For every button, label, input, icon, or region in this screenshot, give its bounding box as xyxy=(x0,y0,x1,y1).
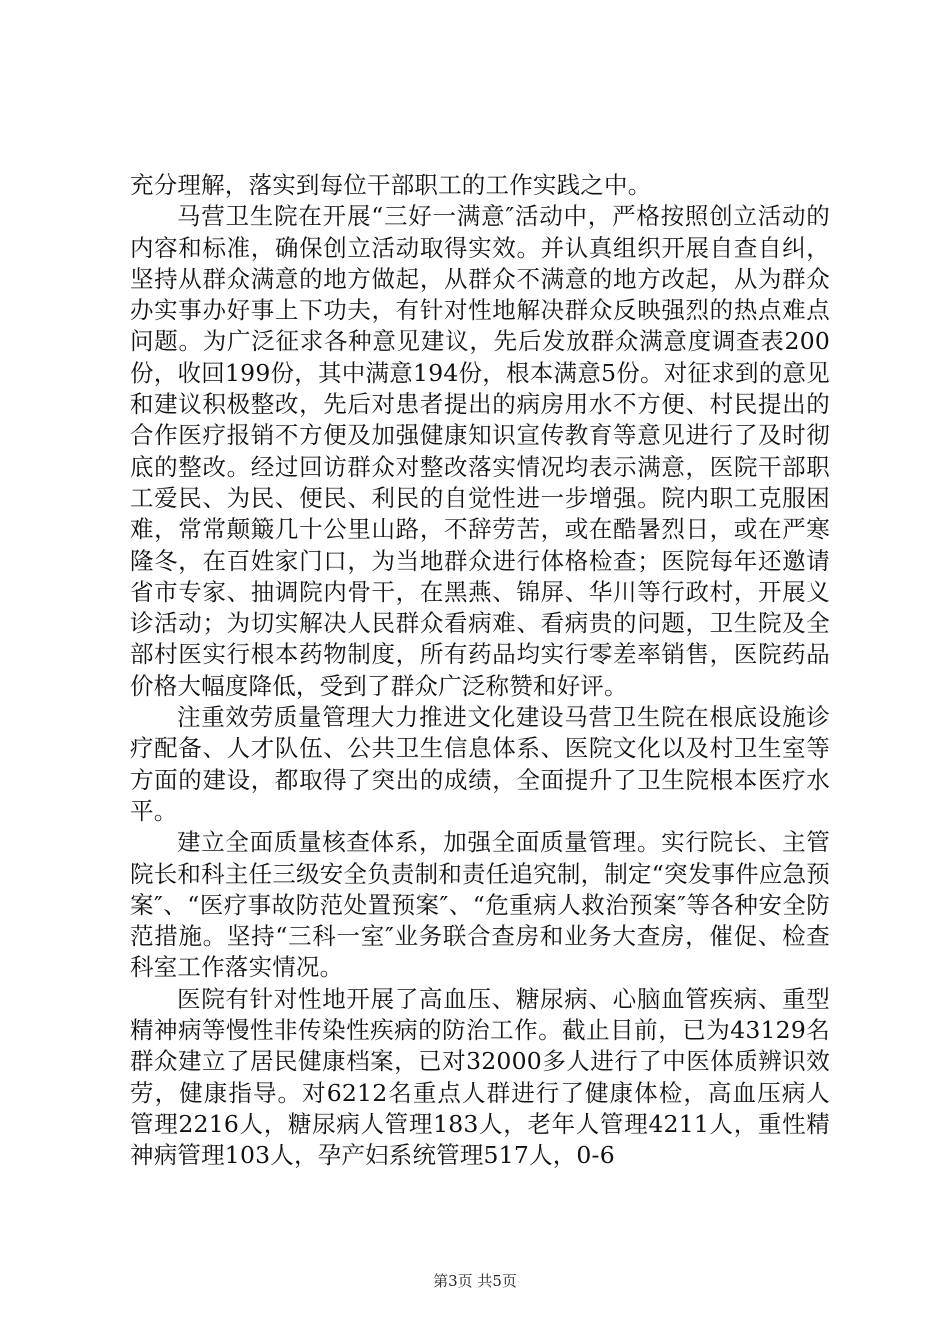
paragraph-3: 注重效劳质量管理大力推进文化建设马营卫生院在根底设施诊疗配备、人才队伍、公共卫生信息体系、医院文化以及村卫生室等方面的建设，都取得了突出的成绩，全面提升了卫生院根本医疗水平。 xyxy=(130,703,830,825)
document-body xyxy=(130,170,830,1172)
page-number-footer: 第3页 共5页 xyxy=(433,1272,517,1290)
paragraph-5: 医院有针对性地开展了高血压、糖尿病、心脑血管疾病、重型精神病等慢性非传染性疾病的防治工作。截止目前，已为43129名群众建立了居民健康档案，已对32000多人进行了中医体质辨识效劳，健康指导。对6212名重点人群进行了健康体检，高血压病人管理2216人，糖尿病人管理183人，老年人管理4211人，重性精神病管理103人，孕产妇系统管理517人，0-6 xyxy=(130,984,830,1170)
paragraph-2: 马营卫生院在开展“三好一满意″活动中，严格按照创立活动的内容和标准，确保创立活动取得实效。并认真组织开展自查自纠，坚持从群众满意的地方做起，从群众不满意的地方改起，从为群众办实事办好事上下功夫，有针对性地解决群众反映强烈的热点难点问题。为广泛征求各种意见建议，先后发放群众满意度调查表200份，收回199份，其中满意194份，根本满意5份。对征求到的意见和建议积极整改，先后对患者提出的病房用水不方便、村民提出的合作医疗报销不方便及加强健康知识宣传教育等意见进行了及时彻底的整改。经过回访群众对整改落实情况均表示满意，医院干部职工爱民、为民、便民、利民的自觉性进一步增强。院内职工克服困难，常常颠簸几十公里山路，不辞劳苦，或在酷暑烈日，或在严寒隆冬，在百姓家门口，为当地群众进行体格检查；医院每年还邀请省市专家、抽调院内骨干，在黑燕、锦屏、华川等行政村，开展义诊活动；为切实解决人民群众看病难、看病贵的问题，卫生院及全部村医实行根本药物制度，所有药品均实行零差率销售，医院药品价格大幅度降低，受到了群众广泛称赞和好评。 xyxy=(130,202,830,700)
paragraph-4: 建立全面质量核查体系，加强全面质量管理。实行院长、主管院长和科主任三级安全负责制和责任追究制，制定“突发事件应急预案″、“医疗事故防范处置预案″、“危重病人救治预案″等各种安全防范措施。坚持“三科一室″业务联合查房和业务大查房，催促、检查科室工作落实情况。 xyxy=(130,828,830,982)
paragraph-1: 充分理解，落实到每位干部职工的工作实践之中。 xyxy=(130,171,652,199)
